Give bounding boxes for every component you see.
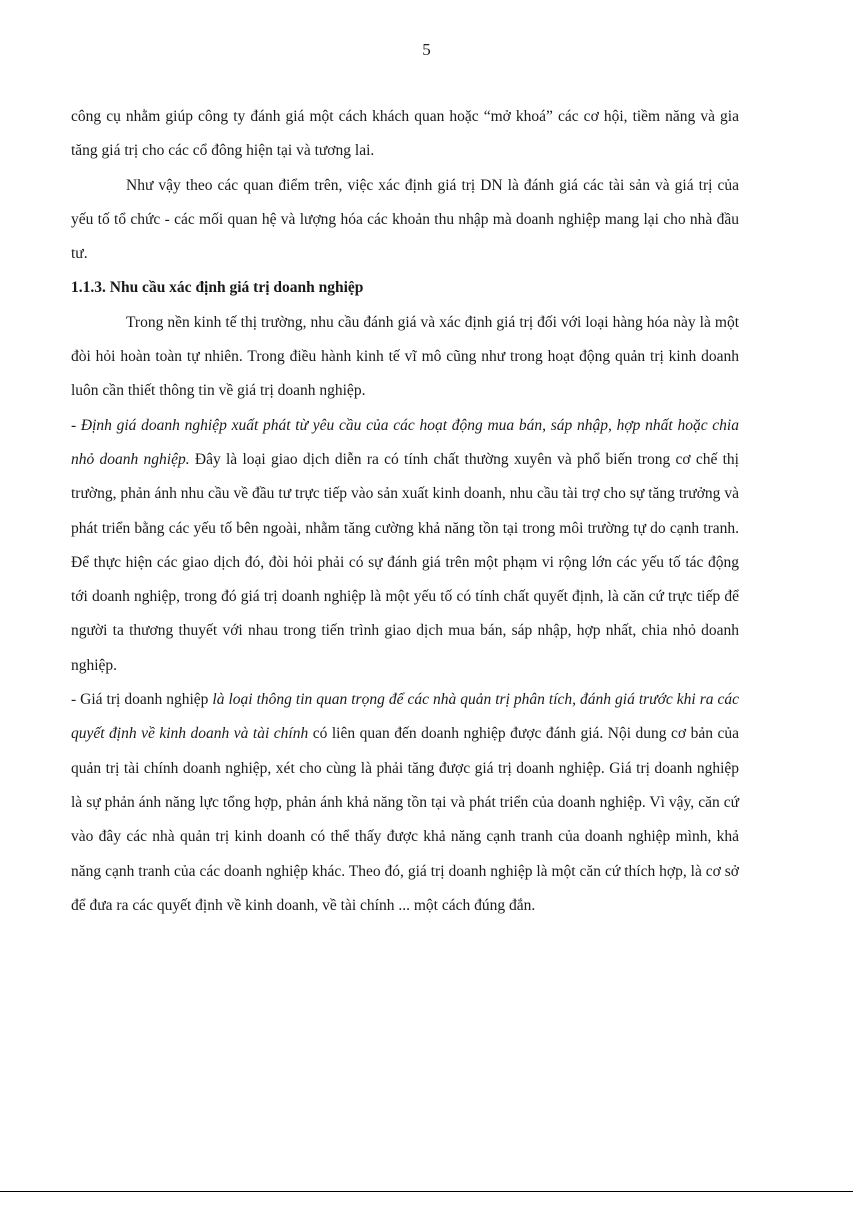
- paragraph-text: có liên quan đến doanh nghiệp được đánh giá. Nội dung cơ bản của quản trị tài chính doanh nghiệp, xét cho cùng là phải tăng được giá trị doanh nghiệp. Giá trị doanh nghiệp là sự phản ánh năng lực tổng hợp, phản ánh khả năng tồn tại và phát triển của doanh nghiệp. Vì vậy, căn cứ vào đây các nhà quản trị kinh doanh có thể thấy được khả năng cạnh tranh của doanh nghiệp mình, khả năng cạnh tranh của các doanh nghiệp khác. Theo đó, giá trị doanh nghiệp là một căn cứ thích hợp, là cơ sở để đưa ra các quyết định về kinh doanh, về tài chính ... một cách đúng đắn.: [71, 725, 739, 914]
- italic-lead-text: - Định giá doanh nghiệp xuất phát từ yêu cầu của các hoạt động mua bán, sáp nhập, hợp nhất hoặc chia nhỏ doanh nghiệp.: [71, 416, 739, 468]
- section-heading: 1.1.3. Nhu cầu xác định giá trị doanh nghiệp: [71, 279, 364, 297]
- paragraph-continuation: công cụ nhằm giúp công ty đánh giá một cách khách quan hoặc “mở khoá” các cơ hội, tiềm năng và gia tăng giá trị cho các cổ đông hiện tại và tương lai.: [71, 108, 739, 160]
- paragraph-intro: Trong nền kinh tế thị trường, nhu cầu đánh giá và xác định giá trị đối với loại hàng hóa này là một đòi hỏi hoàn toàn tự nhiên. Trong điều hành kinh tế vĩ mô cũng như trong hoạt động quản trị kinh doanh luôn cần thiết thông tin về giá trị doanh nghiệp.: [71, 313, 739, 400]
- page-bottom-rule: [0, 1191, 853, 1192]
- paragraph-lead-text: - Giá trị doanh nghiệp: [71, 691, 213, 709]
- italic-emphasis-text: là loại thông tin quan trọng để các nhà quản trị phân tích, đánh giá trước khi ra các quyết định về kinh doanh và tài chính: [71, 691, 739, 743]
- paragraph-text: Đây là loại giao dịch diễn ra có tính chất thường xuyên và phổ biến trong cơ chế thị trường, phản ánh nhu cầu về đầu tư trực tiếp vào sản xuất kinh doanh, nhu cầu tài trợ cho sự tăng trưởng và phát triển bằng các yếu tố bên ngoài, nhằm tăng cường khả năng tồn tại trong môi trường tự do cạnh tranh. Để thực hiện các giao dịch đó, đòi hỏi phải có sự đánh giá trên một phạm vi rộng lớn các yếu tố tác động tới doanh nghiệp, trong đó giá trị doanh nghiệp là một yếu tố có tính chất quyết định, là căn cứ trực tiếp để người ta thương thuyết với nhau trong tiến trình giao dịch mua bán, sáp nhập, hợp nhất, chia nhỏ doanh nghiệp.: [71, 450, 739, 674]
- paragraph-summary: Như vậy theo các quan điểm trên, việc xác định giá trị DN là đánh giá các tài sản và giá trị của yếu tố tổ chức - các mối quan hệ và lượng hóa các khoản thu nhập mà doanh nghiệp mang lại cho nhà đầu tư.: [71, 176, 739, 263]
- paragraph-valuation-mergers: [71, 409, 739, 683]
- paragraph-value-information: [71, 683, 739, 923]
- page-number: 5: [422, 40, 431, 59]
- document-body: [71, 100, 739, 923]
